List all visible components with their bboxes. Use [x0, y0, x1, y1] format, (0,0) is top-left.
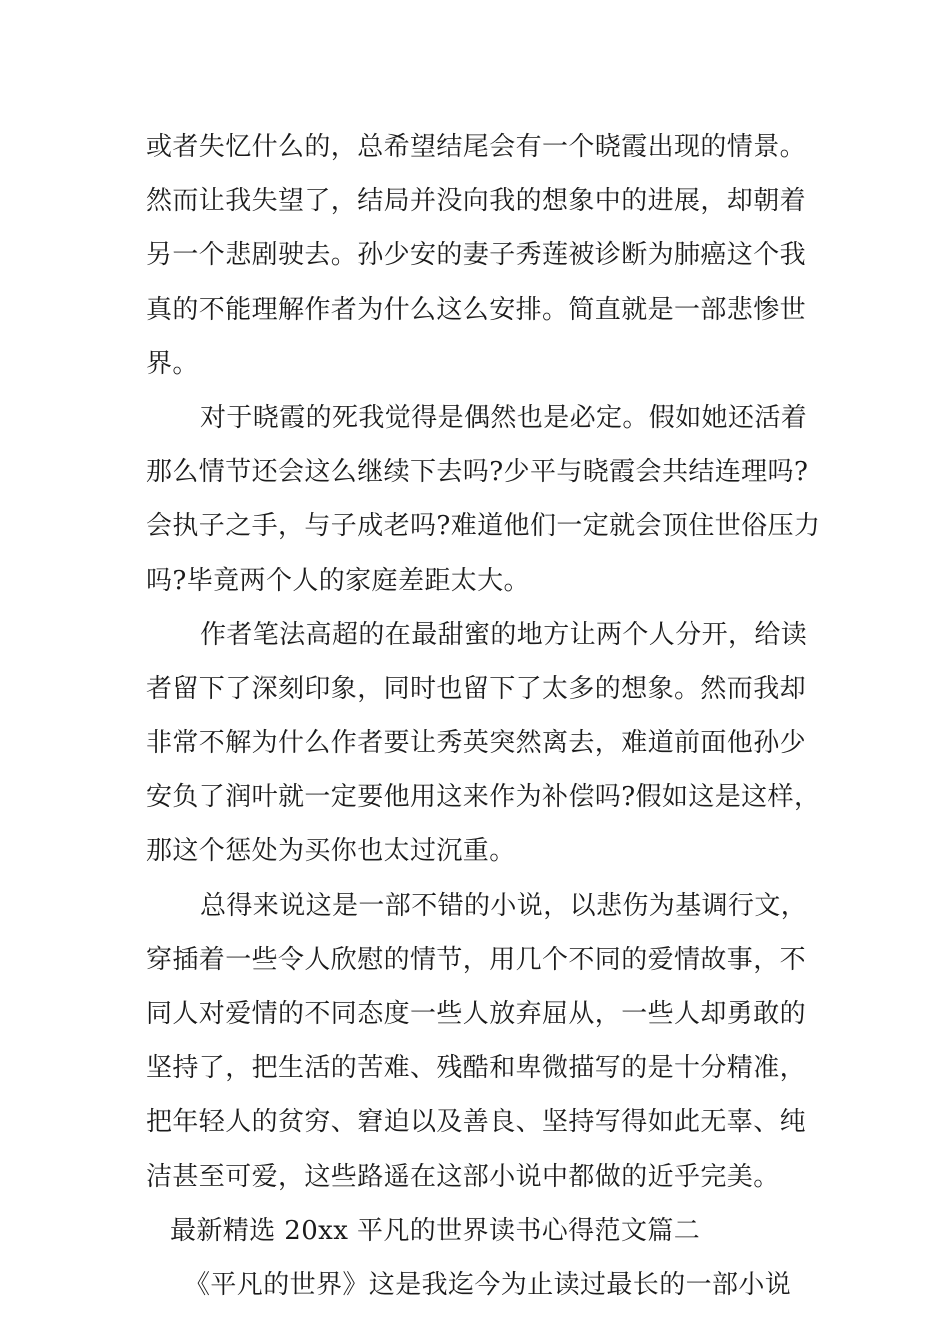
text-line: 或者失忆什么的，总希望结尾会有一个晓霞出现的情景。: [146, 132, 807, 162]
text-line: 把年轻人的贫穷、窘迫以及善良、坚持写得如此无辜、纯: [146, 1107, 807, 1138]
paragraph-first-line: 总得来说这是一部不错的小说，以悲伤为基调行文，: [200, 890, 808, 921]
text-line: 界。: [146, 348, 199, 379]
text-line: 安负了润叶就一定要他用这来作为补偿吗?假如这是这样，: [146, 782, 821, 813]
text-line: 会执子之手，与子成老吗?难道他们一定就会顶住世俗压力: [146, 511, 821, 542]
text-line: 那这个惩处为买你也太过沉重。: [146, 836, 516, 867]
text-line: 另一个悲剧驶去。孙少安的妻子秀莲被诊断为肺癌这个我: [146, 240, 807, 271]
text-line: 洁甚至可爱，这些路遥在这部小说中都做的近乎完美。: [146, 1161, 780, 1192]
text-line: 穿插着一些令人欣慰的情节，用几个不同的爱情故事，不: [146, 944, 807, 975]
text-line: 真的不能理解作者为什么这么安排。简直就是一部悲惨世: [146, 294, 807, 325]
essay-body: [146, 120, 821, 1312]
text-line: 非常不解为什么作者要让秀英突然离去，难道前面他孙少: [146, 728, 807, 759]
text-line: 者留下了深刻印象，同时也留下了太多的想象。然而我却: [146, 673, 807, 704]
section-heading: 最新精选 20xx 平凡的世界读书心得范文篇二: [170, 1215, 701, 1246]
paragraph-first-line: 作者笔法高超的在最甜蜜的地方让两个人分开，给读: [200, 619, 808, 650]
text-line: 然而让我失望了，结局并没向我的想象中的进展，却朝着: [146, 186, 807, 217]
text-line: 同人对爱情的不同态度一些人放弃屈从，一些人却勇敢的: [146, 999, 807, 1029]
paragraph-first-line: 对于晓霞的死我觉得是偶然也是必定。假如她还活着: [200, 402, 808, 433]
paragraph-first-line: 《平凡的世界》这是我迄今为止读过最长的一部小说: [184, 1269, 792, 1300]
text-line: 那么情节还会这么继续下去吗?少平与晓霞会共结连理吗?: [146, 457, 809, 488]
text-line: 坚持了，把生活的苦难、残酷和卑微描写的是十分精准，: [146, 1053, 807, 1084]
text-line: 吗?毕竟两个人的家庭差距太大。: [146, 565, 530, 596]
